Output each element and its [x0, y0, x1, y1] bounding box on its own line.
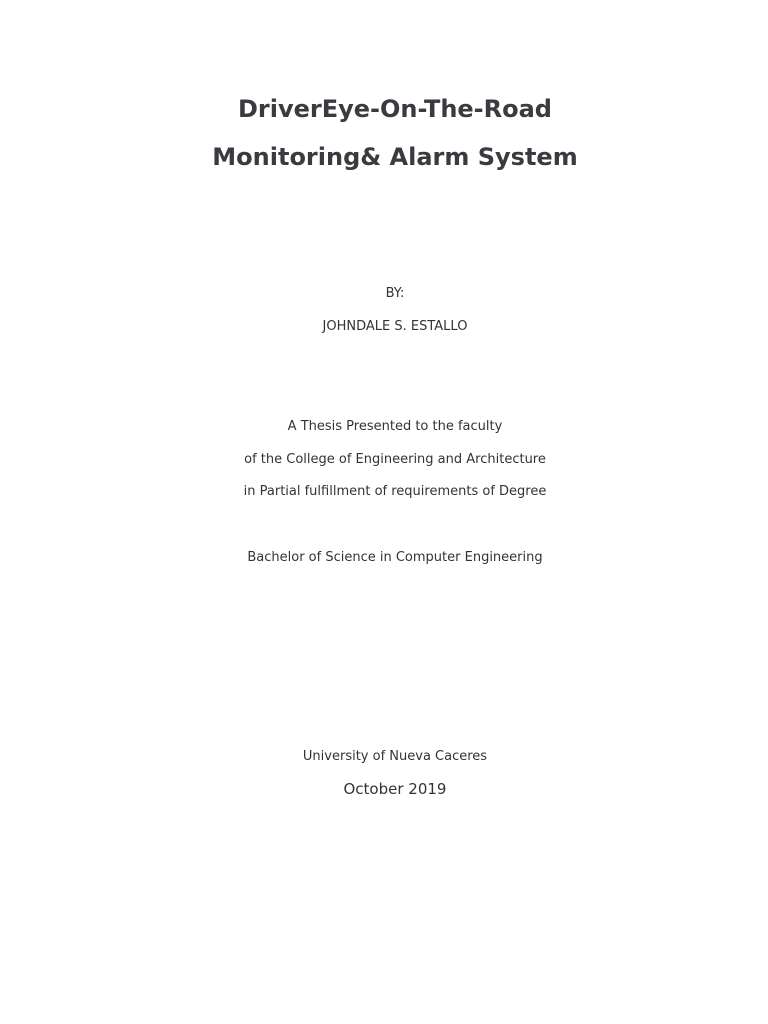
title-line-1: DriverEye-On-The-Road [238, 95, 552, 123]
title-line-2: Monitoring& Alarm System [212, 143, 578, 171]
degree-name: Bachelor of Science in Computer Engineering [247, 550, 543, 565]
author-name: JOHNDALE S. ESTALLO [322, 319, 468, 334]
university-name: University of Nueva Caceres [302, 749, 488, 764]
thesis-statement-line-3: in Partial fulfillment of requirements of Degree [243, 484, 547, 499]
by-label: BY: [385, 286, 405, 301]
thesis-statement-line-2: of the College of Engineering and Architecture [244, 452, 546, 467]
thesis-statement-line-1: A Thesis Presented to the faculty [287, 419, 503, 434]
submission-date: October 2019 [343, 780, 447, 798]
